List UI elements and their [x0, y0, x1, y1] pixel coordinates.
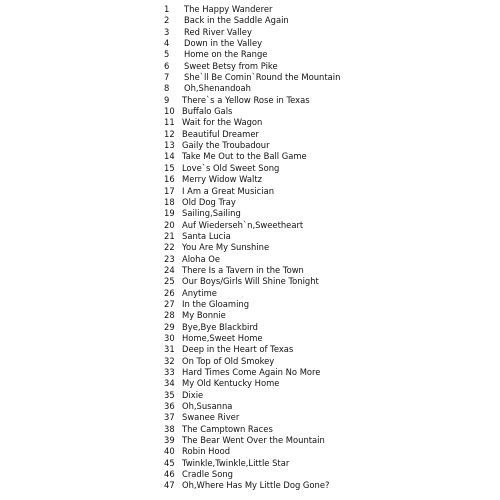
song-title: Cradle Song [182, 469, 233, 480]
list-item [0, 299, 500, 310]
song-title: Take Me Out to the Ball Game [182, 151, 307, 162]
song-title: Oh,Where Has My Little Dog Gone? [182, 480, 330, 491]
song-number: 19 [164, 208, 175, 219]
list-item [0, 117, 500, 128]
list-item [0, 197, 500, 208]
list-item [0, 208, 500, 219]
song-number: 23 [164, 253, 175, 264]
song-number: 20 [164, 219, 175, 230]
song-number: 9 [164, 94, 170, 105]
list-item [0, 378, 500, 389]
song-number: 6 [164, 60, 170, 71]
list-item [0, 265, 500, 276]
song-title: My Old Kentucky Home [182, 378, 280, 389]
list-item [0, 401, 500, 412]
song-title: Oh,Susanna [182, 401, 233, 412]
list-item [0, 83, 500, 94]
song-title: Deep in the Heart of Texas [182, 344, 294, 355]
list-item [0, 27, 500, 38]
song-title: I Am a Great Musician [182, 185, 275, 196]
song-number: 32 [164, 355, 175, 366]
song-title: Sweet Betsy from Pike [184, 60, 278, 71]
song-title: You Are My Sunshine [182, 242, 270, 253]
list-item [0, 72, 500, 83]
song-number: 27 [164, 298, 175, 309]
song-number: 26 [164, 287, 175, 298]
song-number: 16 [164, 174, 175, 185]
list-item [0, 469, 500, 480]
song-number: 31 [164, 344, 175, 355]
list-item [0, 95, 500, 106]
song-number: 11 [164, 117, 175, 128]
song-number: 12 [164, 128, 175, 139]
list-item [0, 276, 500, 287]
list-item [0, 49, 500, 60]
song-number: 3 [164, 26, 170, 37]
list-item [0, 356, 500, 367]
list-item [0, 38, 500, 49]
song-title: Sailing,Sailing [182, 208, 241, 219]
song-number: 39 [164, 435, 175, 446]
song-title: Swanee River [182, 412, 240, 423]
song-title: She`ll Be Comin`Round the Mountain [184, 72, 341, 83]
list-item [0, 106, 500, 117]
list-item [0, 4, 500, 15]
song-title: There`s a Yellow Rose in Texas [182, 94, 310, 105]
list-item [0, 446, 500, 457]
list-item [0, 424, 500, 435]
song-title: Aloha Oe [182, 253, 221, 264]
song-title: Dixie [182, 389, 204, 400]
list-item [0, 15, 500, 26]
song-title: Love`s Old Sweet Song [182, 162, 280, 173]
song-title: Our Boys/Girls Will Shine Tonight [182, 276, 319, 287]
song-number: 30 [164, 332, 175, 343]
song-number: 8 [164, 83, 170, 94]
song-title: Red River Valley [184, 26, 252, 37]
song-number: 2 [164, 15, 170, 26]
song-title: Robin Hood [182, 446, 231, 457]
song-list [0, 4, 500, 492]
song-number: 18 [164, 196, 175, 207]
song-title: Twinkle,Twinkle,Little Star [182, 457, 290, 468]
song-number: 22 [164, 242, 175, 253]
song-number: 4 [164, 38, 170, 49]
song-number: 10 [164, 106, 175, 117]
song-number: 25 [164, 276, 175, 287]
list-item [0, 140, 500, 151]
list-item [0, 151, 500, 162]
list-item [0, 220, 500, 231]
song-number: 37 [164, 412, 175, 423]
song-title: Bye,Bye Blackbird [182, 321, 258, 332]
list-item [0, 288, 500, 299]
list-item [0, 435, 500, 446]
list-item [0, 480, 500, 491]
song-number: 33 [164, 367, 175, 377]
list-item [0, 186, 500, 197]
song-title: Oh,Shenandoah [184, 83, 251, 94]
song-title: There Is a Tavern in the Town [182, 264, 304, 275]
song-title: Old Dog Tray [182, 196, 236, 207]
song-title: The Bear Went Over the Mountain [182, 435, 325, 446]
song-title: Beautiful Dreamer [182, 128, 259, 139]
list-item [0, 129, 500, 140]
song-number: 29 [164, 321, 175, 332]
song-title: Santa Lucia [182, 230, 231, 241]
song-number: 28 [164, 310, 175, 321]
song-number: 36 [164, 401, 175, 412]
song-title: Anytime [182, 287, 217, 298]
song-title: Wait for the Wagon [182, 117, 263, 128]
song-number: 15 [164, 162, 175, 173]
song-title: Hard Times Come Again No More [182, 367, 321, 377]
song-number: 46 [164, 469, 175, 480]
song-title: Gaily the Troubadour [182, 140, 270, 151]
song-number: 17 [164, 185, 175, 196]
song-title: Home,Sweet Home [182, 332, 263, 343]
song-number: 47 [164, 480, 175, 491]
song-title: Merry Widow Waltz [182, 174, 262, 185]
song-number: 14 [164, 151, 175, 162]
song-title: In the Gloaming [182, 298, 250, 309]
song-number: 5 [164, 49, 170, 60]
song-number: 24 [164, 264, 175, 275]
song-number: 13 [164, 140, 175, 151]
list-item [0, 231, 500, 242]
list-item [0, 254, 500, 265]
list-item [0, 61, 500, 72]
list-item [0, 174, 500, 185]
song-title: Home on the Range [184, 49, 268, 60]
list-item [0, 322, 500, 333]
list-item [0, 412, 500, 423]
list-item [0, 242, 500, 253]
song-number: 34 [164, 378, 175, 389]
song-number: 38 [164, 423, 175, 434]
song-number: 21 [164, 230, 175, 241]
song-title: Down in the Valley [184, 38, 263, 49]
list-item [0, 344, 500, 355]
list-item [0, 390, 500, 401]
list-item [0, 367, 500, 378]
song-number: 40 [164, 446, 175, 457]
list-item [0, 458, 500, 469]
song-number: 7 [164, 72, 170, 83]
song-title: The Happy Wanderer [184, 4, 273, 14]
song-title: Buffalo Gals [182, 106, 233, 117]
list-item [0, 163, 500, 174]
list-item [0, 333, 500, 344]
song-title: Auf Wiederseh`n,Sweetheart [182, 219, 304, 230]
song-title: Back in the Saddle Again [184, 15, 289, 26]
song-title: On Top of Old Smokey [182, 355, 275, 366]
song-number: 35 [164, 389, 175, 400]
song-title: The Camptown Races [182, 423, 273, 434]
song-title: My Bonnie [182, 310, 226, 321]
song-number: 45 [164, 457, 175, 468]
list-item [0, 310, 500, 321]
song-number: 1 [164, 4, 170, 14]
